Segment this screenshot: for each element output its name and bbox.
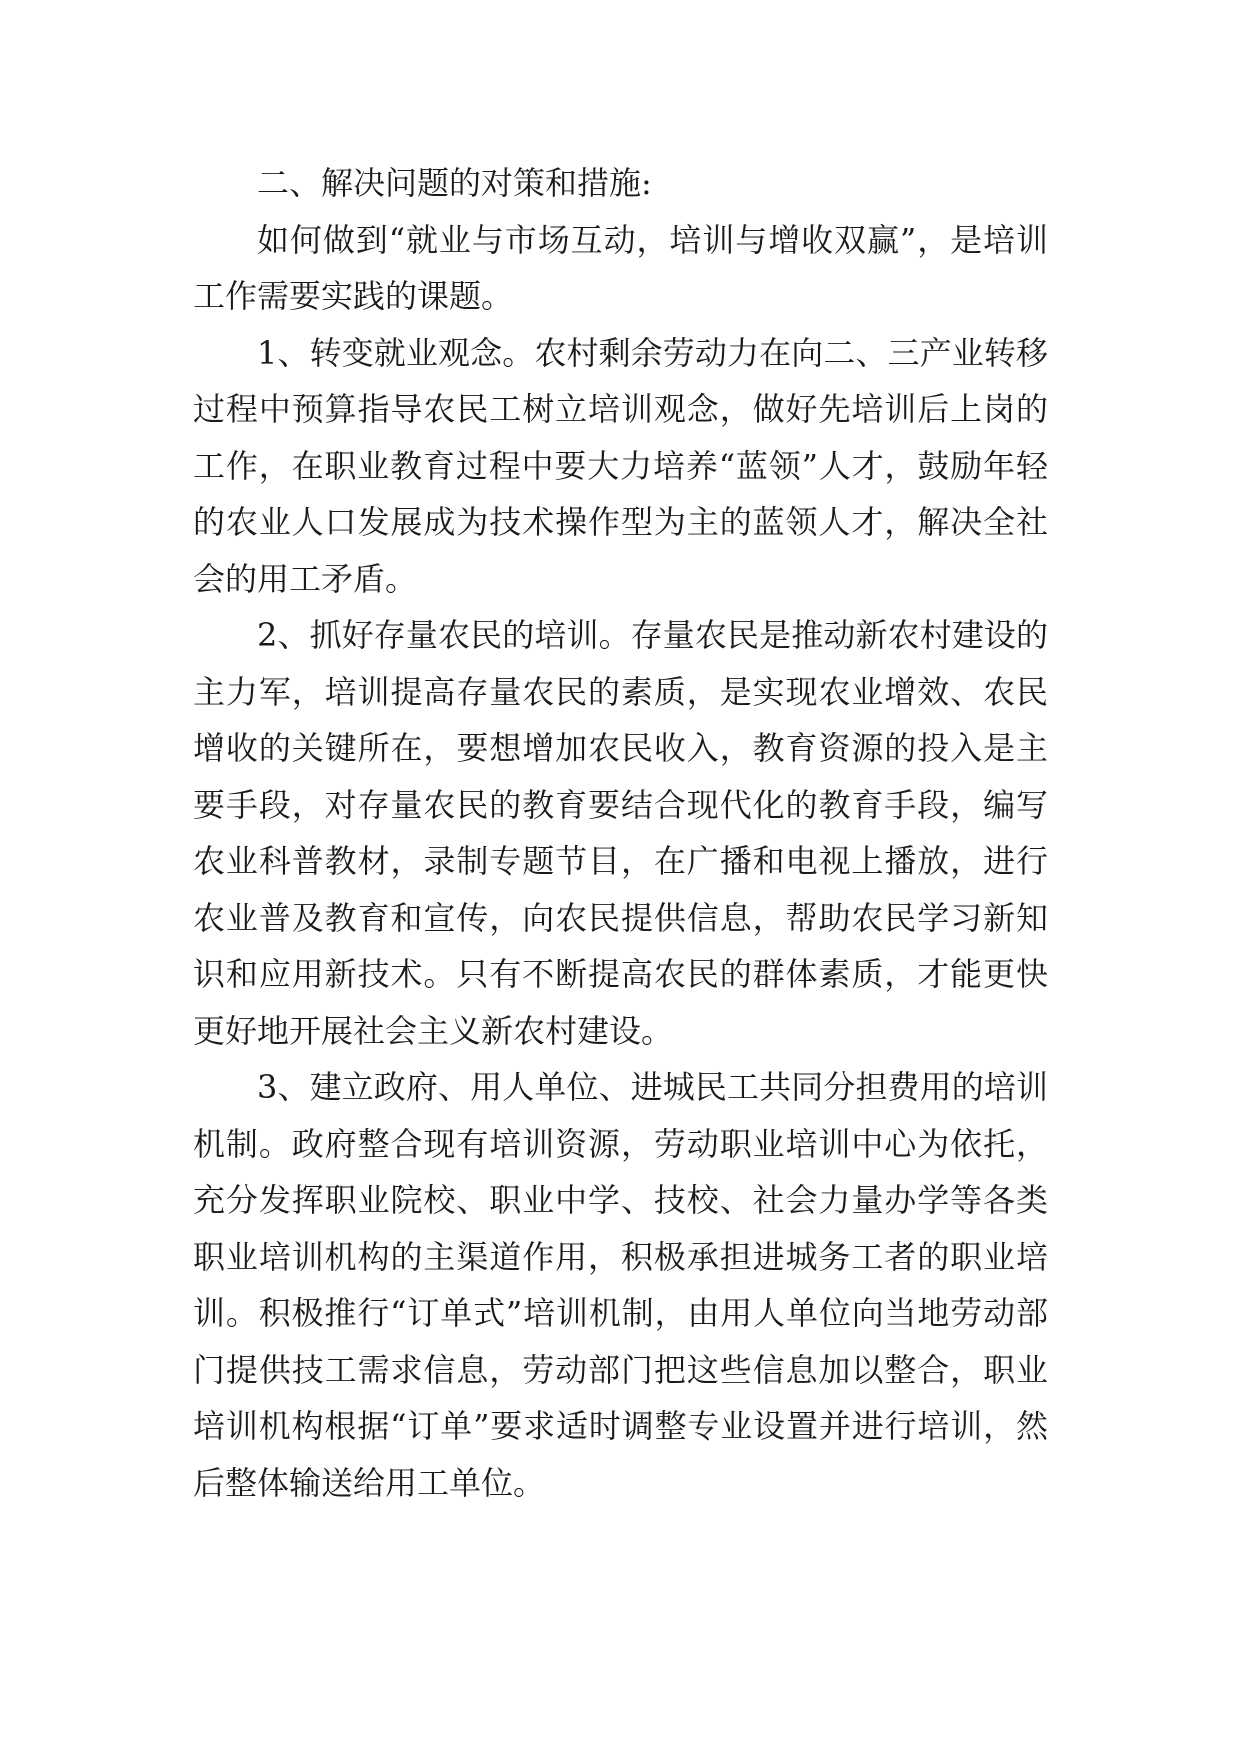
section-heading: 二、解决问题的对策和措施: <box>257 164 652 202</box>
paragraph-intro: 如何做到“就业与市场互动，培训与增收双赢”，是培训工作需要实践的课题。 <box>193 220 1048 315</box>
paragraph-item-2: 2、抓好存量农民的培训。存量农民是推动新农村建设的主力军，培训提高存量农民的素质，是实现农业增效、农民增收的关键所在，要想增加农民收入，教育资源的投入是主要手段，对存量农民的教育要结合现代化的教育手段，编写农业科普教材，录制专题节目，在广播和电视上播放，进行农业普及教育和宣传，向农民提供信息，帮助农民学习新知识和应用新技术。只有不断提高农民的群体素质，才能更快更好地开展社会主义新农村建设。 <box>193 616 1048 1050</box>
paragraph-item-3: 3、建立政府、用人单位、进城民工共同分担费用的培训机制。政府整合现有培训资源，劳动职业培训中心为依托，充分发挥职业院校、职业中学、技校、社会力量办学等各类职业培训机构的主渠道作用，积极承担进城务工者的职业培训。积极推行“订单式”培训机制，由用人单位向当地劳动部门提供技工需求信息，劳动部门把这些信息加以整合，职业培训机构根据“订单”要求适时调整专业设置并进行培训，然后整体输送给用工单位。 <box>193 1068 1048 1502</box>
paragraph-item-1: 1、转变就业观念。农村剩余劳动力在向二、三产业转移过程中预算指导农民工树立培训观念，做好先培训后上岗的工作，在职业教育过程中要大力培养“蓝领”人才，鼓励年轻的农业人口发展成为技术操作型为主的蓝领人才，解决全社会的用工矛盾。 <box>193 333 1048 598</box>
document-body <box>193 155 1048 1511</box>
